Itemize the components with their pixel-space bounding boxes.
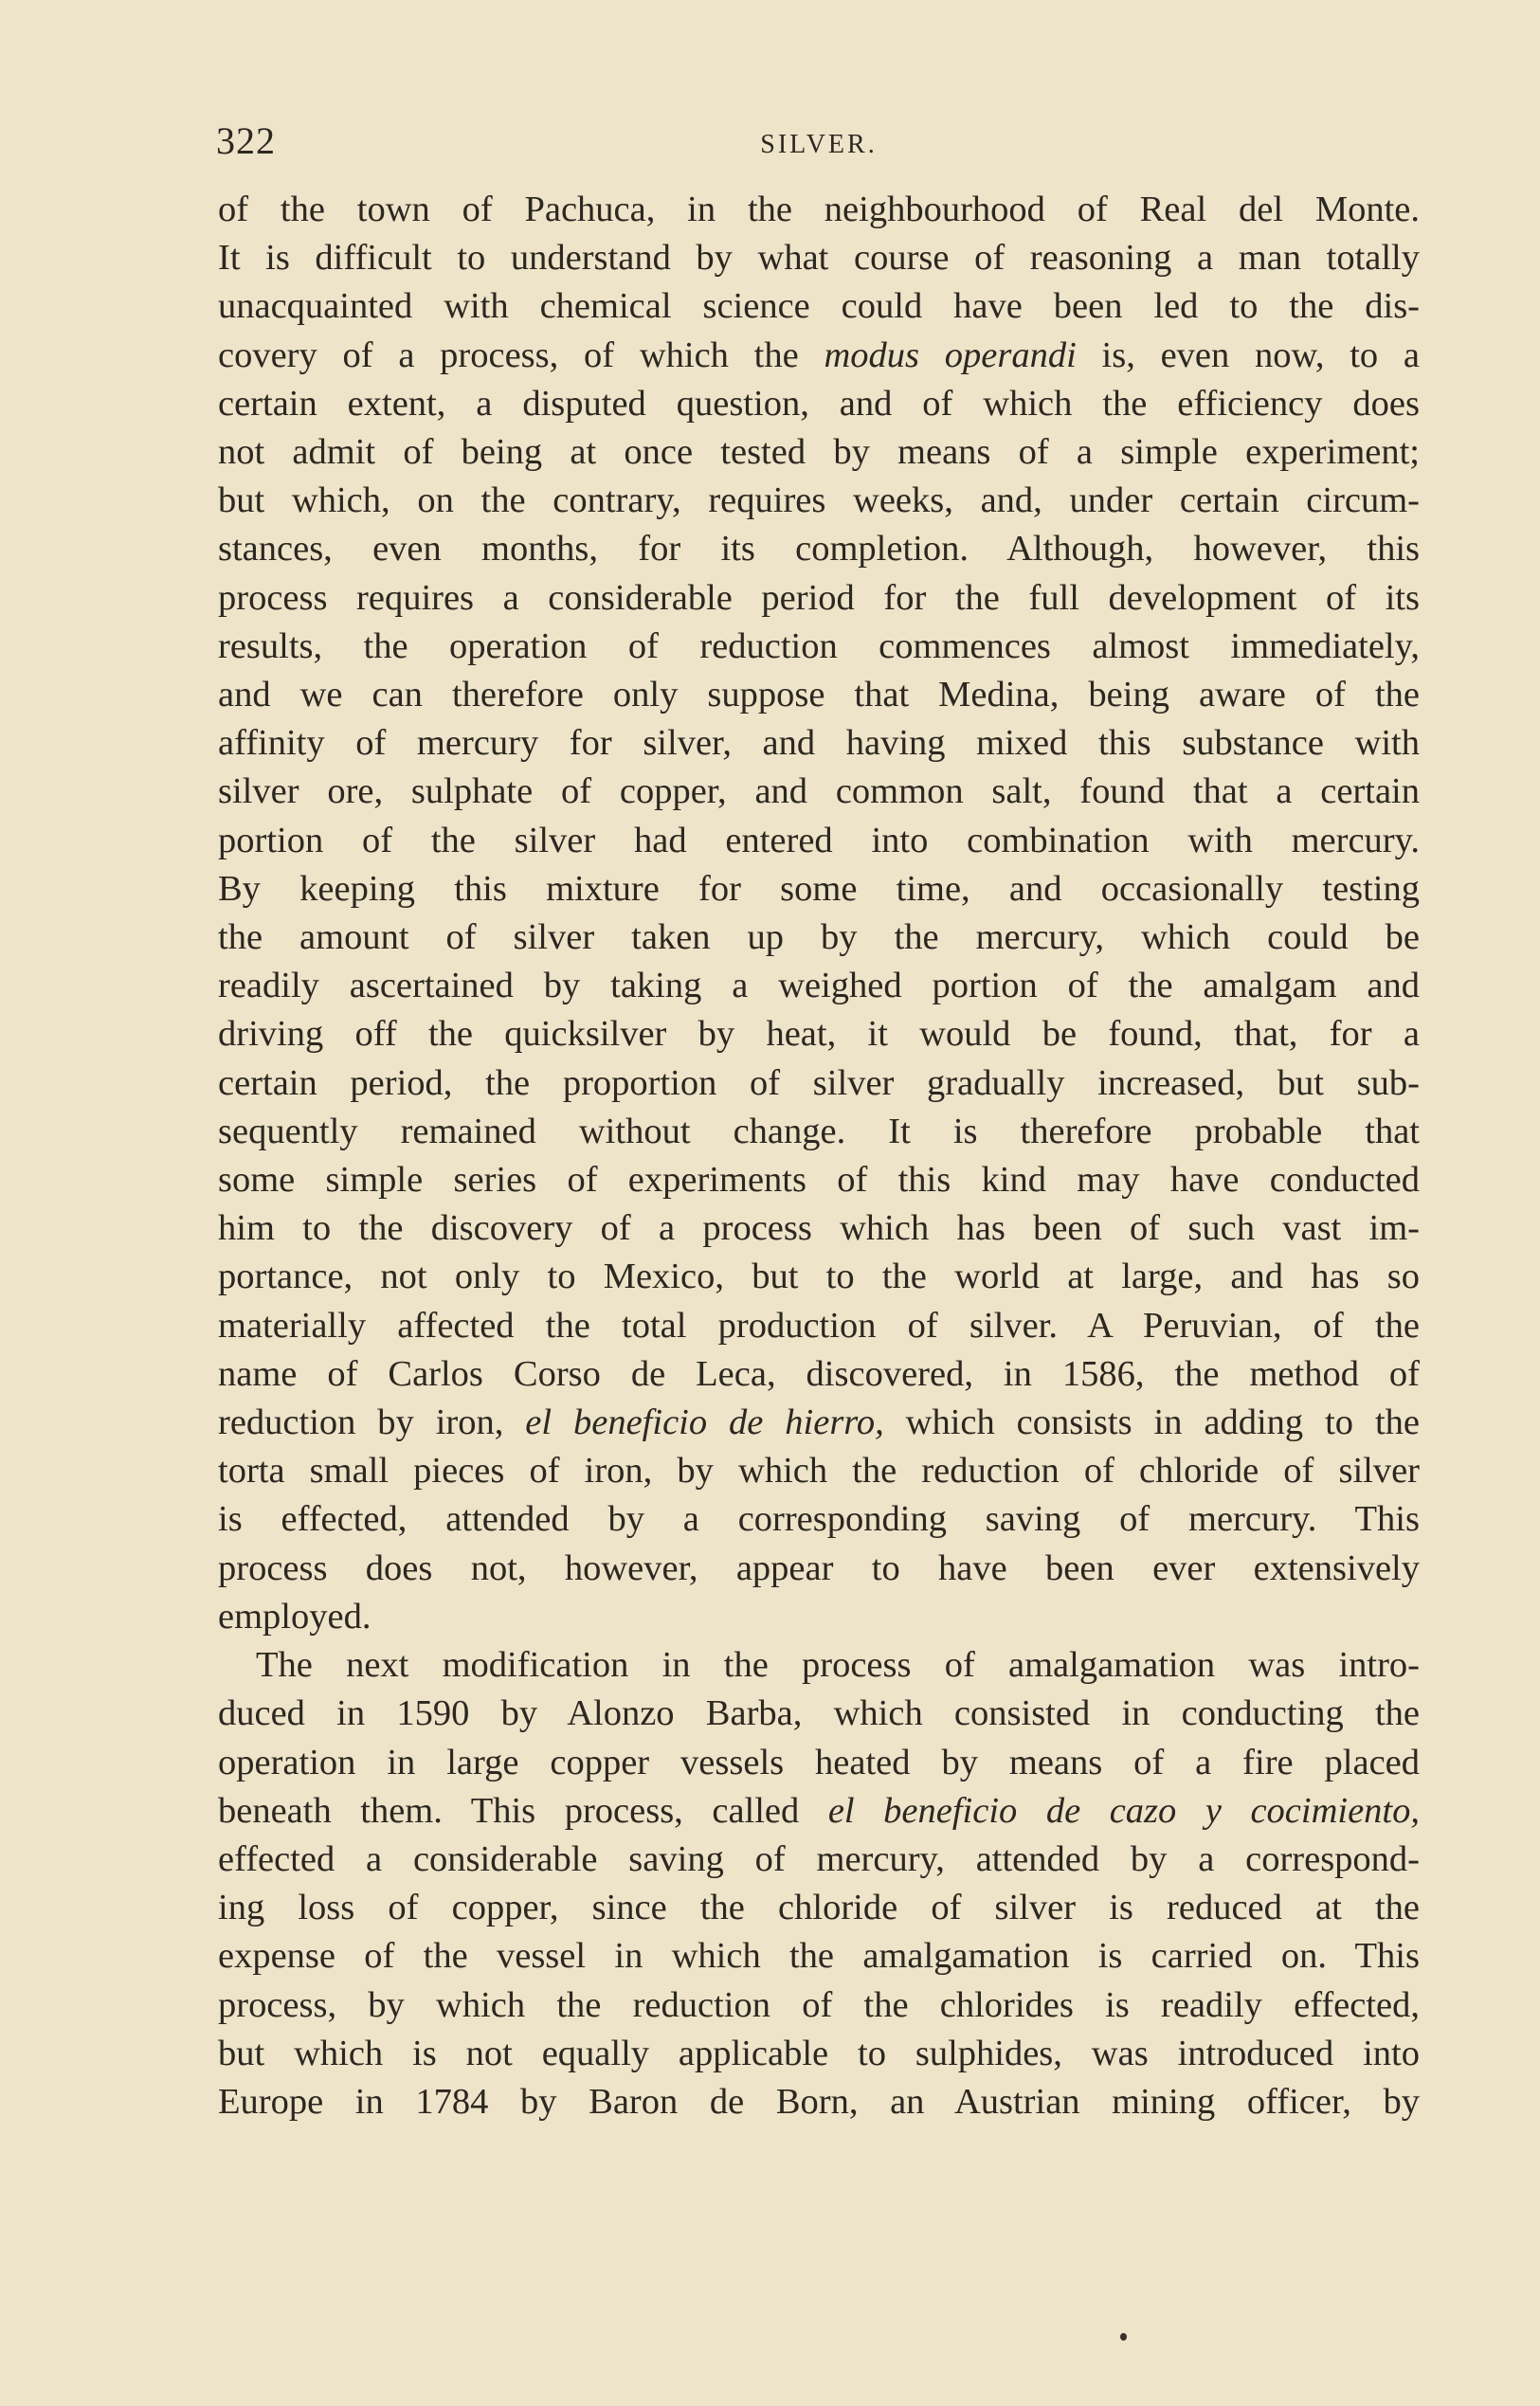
text-line: process requires a considerable period for the full development of its (218, 577, 1420, 618)
body-text (218, 186, 1420, 2126)
text-line: and we can therefore only suppose that Medina, being aware of the (218, 675, 1420, 715)
text-line: materially affected the total production of silver. A Peruvian, of the (218, 1305, 1420, 1346)
text-line: By keeping this mixture for some time, and occasionally testing (218, 868, 1420, 909)
text-line: employed. (218, 1596, 371, 1637)
text-line (218, 1399, 1420, 1447)
text-line: expense of the vessel in which the amalgamation is carried on. This (218, 1936, 1420, 1977)
text-line: effected a considerable saving of mercury, attended by a correspond- (218, 1838, 1420, 1879)
text-line: but which, on the contrary, requires weeks, and, under certain circum- (218, 480, 1420, 521)
text-segment: covery of a process, of which the (218, 335, 824, 375)
italic-phrase: el beneficio de hierro, (525, 1402, 884, 1443)
text-line: process does not, however, appear to have been ever extensively (218, 1547, 1420, 1588)
text-line (218, 1787, 1420, 1836)
text-line: certain period, the proportion of silver gradually increased, but sub- (218, 1062, 1420, 1103)
text-segment: beneath them. This process, called (218, 1790, 828, 1831)
text-line: some simple series of experiments of this kind may have conducted (218, 1160, 1420, 1201)
text-line: certain extent, a disputed question, and of which the efficiency does (218, 383, 1420, 424)
text-line: portion of the silver had entered into combination with mercury. (218, 820, 1420, 860)
text-segment: reduction by iron, (218, 1402, 526, 1443)
text-line: portance, not only to Mexico, but to the world at large, and has so (218, 1257, 1420, 1297)
text-line: driving off the quicksilver by heat, it would be found, that, for a (218, 1014, 1420, 1055)
page-header (216, 118, 1422, 166)
text-line: sequently remained without change. It is therefore probable that (218, 1111, 1420, 1151)
text-line: the amount of silver taken up by the mercury, which could be (218, 917, 1420, 958)
text-line: results, the operation of reduction commences almost immediately, (218, 625, 1420, 666)
page-number: 322 (216, 119, 276, 162)
text-segment: is, even now, to a (1076, 335, 1420, 375)
text-line: readily ascertained by taking a weighed portion of the amalgam and (218, 966, 1420, 1006)
text-line: The next modification in the process of amalgamation was intro- (256, 1645, 1420, 1686)
text-segment: which consists in adding to the (883, 1402, 1420, 1443)
text-line: name of Carlos Corso de Leca, discovered, in 1586, the method of (218, 1353, 1420, 1394)
text-line: process, by which the reduction of the chlorides is readily effected, (218, 1984, 1420, 2025)
text-line: duced in 1590 by Alonzo Barba, which consisted in conducting the (218, 1693, 1420, 1734)
text-line: silver ore, sulphate of copper, and common salt, found that a certain (218, 771, 1420, 812)
text-line: is effected, attended by a corresponding saving of mercury. This (218, 1499, 1420, 1540)
text-line (218, 332, 1420, 380)
text-line: not admit of being at once tested by means of a simple experiment; (218, 432, 1420, 473)
text-line: Europe in 1784 by Baron de Born, an Austrian mining officer, by (218, 2081, 1420, 2122)
running-head: SILVER. (760, 130, 878, 159)
italic-phrase: el beneficio de cazo y cocimiento, (827, 1790, 1420, 1831)
text-line: but which is not equally applicable to sulphides, was introduced into (218, 2033, 1420, 2073)
text-line: torta small pieces of iron, by which the reduction of chloride of silver (218, 1451, 1420, 1492)
text-line: ing loss of copper, since the chloride of silver is reduced at the (218, 1888, 1420, 1928)
text-line: of the town of Pachuca, in the neighbourhood of Real del Monte. (218, 190, 1420, 229)
text-line: affinity of mercury for silver, and having mixed this substance with (218, 723, 1420, 764)
text-line: stances, even months, for its completion. Although, however, this (218, 529, 1420, 570)
text-line: him to the discovery of a process which has been of such vast im- (218, 1208, 1420, 1249)
ink-speck (1120, 2333, 1127, 2341)
italic-phrase: modus operandi (824, 335, 1077, 375)
text-line: operation in large copper vessels heated by means of a fire placed (218, 1742, 1420, 1782)
text-line: unacquainted with chemical science could have been led to the dis- (218, 286, 1420, 327)
text-line: It is difficult to understand by what course of reasoning a man totally (218, 238, 1420, 279)
